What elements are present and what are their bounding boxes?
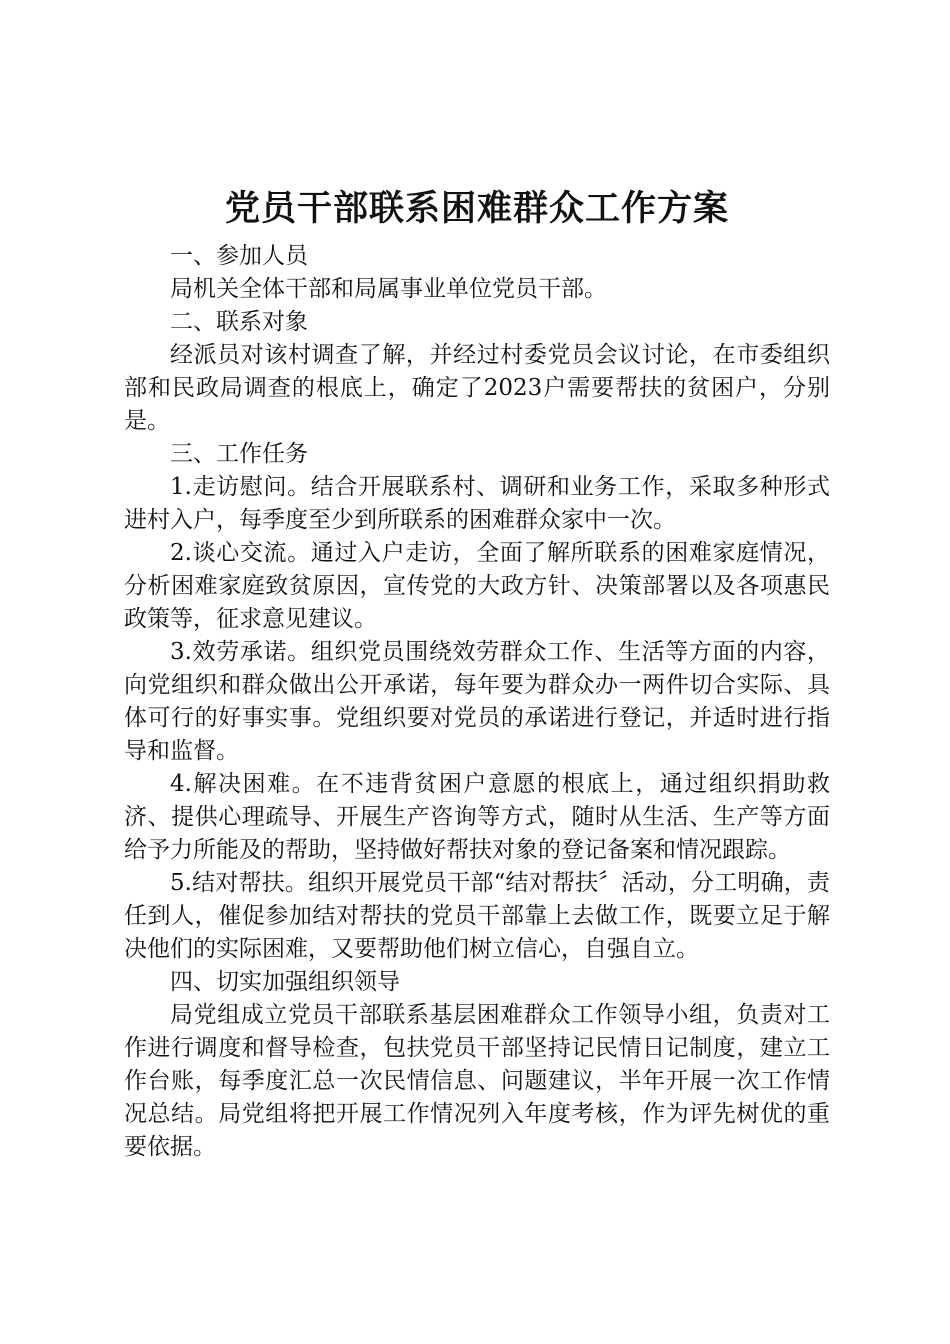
paragraph-task-5: 5.结对帮扶。组织开展党员干部“结对帮扶〞活动，分工明确，责任到人，催促参加结对帮扶的党员干部靠上去做工作，既要立足于解决他们的实际困难，又要帮助他们树立信心，自强自立。 xyxy=(124,870,830,962)
paragraph-task-3: 3.效劳承诺。组织党员围绕效劳群众工作、生活等方面的内容，向党组织和群众做出公开承诺，每年要为群众办一两件切合实际、具体可行的好事实事。党组织要对党员的承诺进行登记，并适时进行指导和监督。 xyxy=(124,639,830,764)
section-heading-participants: 一、参加人员 xyxy=(170,243,308,269)
paragraph-contacts: 经派员对该村调查了解，并经过村委党员会议讨论，在市委组织部和民政局调查的根底上，确定了2023户需要帮扶的贫困户，分别是。 xyxy=(124,342,830,434)
document-title: 党员干部联系困难群众工作方案 xyxy=(224,188,729,229)
section-heading-leadership: 四、切实加强组织领导 xyxy=(170,969,400,995)
paragraph-leadership: 局党组成立党员干部联系基层困难群众工作领导小组，负责对工作进行调度和督导检查，包扶党员干部坚持记民情日记制度，建立工作台账，每季度汇总一次民情信息、问题建议，半年开展一次工作情况总结。局党组将把开展工作情况列入年度考核，作为评先树优的重要依据。 xyxy=(124,1002,830,1160)
paragraph-participants: 局机关全体干部和局属事业单位党员干部。 xyxy=(170,276,607,302)
paragraph-task-4: 4.解决困难。在不违背贫困户意愿的根底上，通过组织捐助救济、提供心理疏导、开展生产咨询等方式，随时从生活、生产等方面给予力所能及的帮助，坚持做好帮扶对象的登记备案和情况跟踪。 xyxy=(124,771,830,863)
section-heading-tasks: 三、工作任务 xyxy=(170,441,308,467)
paragraph-task-2: 2.谈心交流。通过入户走访，全面了解所联系的困难家庭情况，分析困难家庭致贫原因，宣传党的大政方针、决策部署以及各项惠民政策等，征求意见建议。 xyxy=(124,540,830,632)
document-page xyxy=(124,186,830,1164)
section-heading-contacts: 二、联系对象 xyxy=(170,309,308,335)
paragraph-task-1: 1.走访慰问。结合开展联系村、调研和业务工作，采取多种形式进村入户，每季度至少到所联系的困难群众家中一次。 xyxy=(124,474,830,533)
